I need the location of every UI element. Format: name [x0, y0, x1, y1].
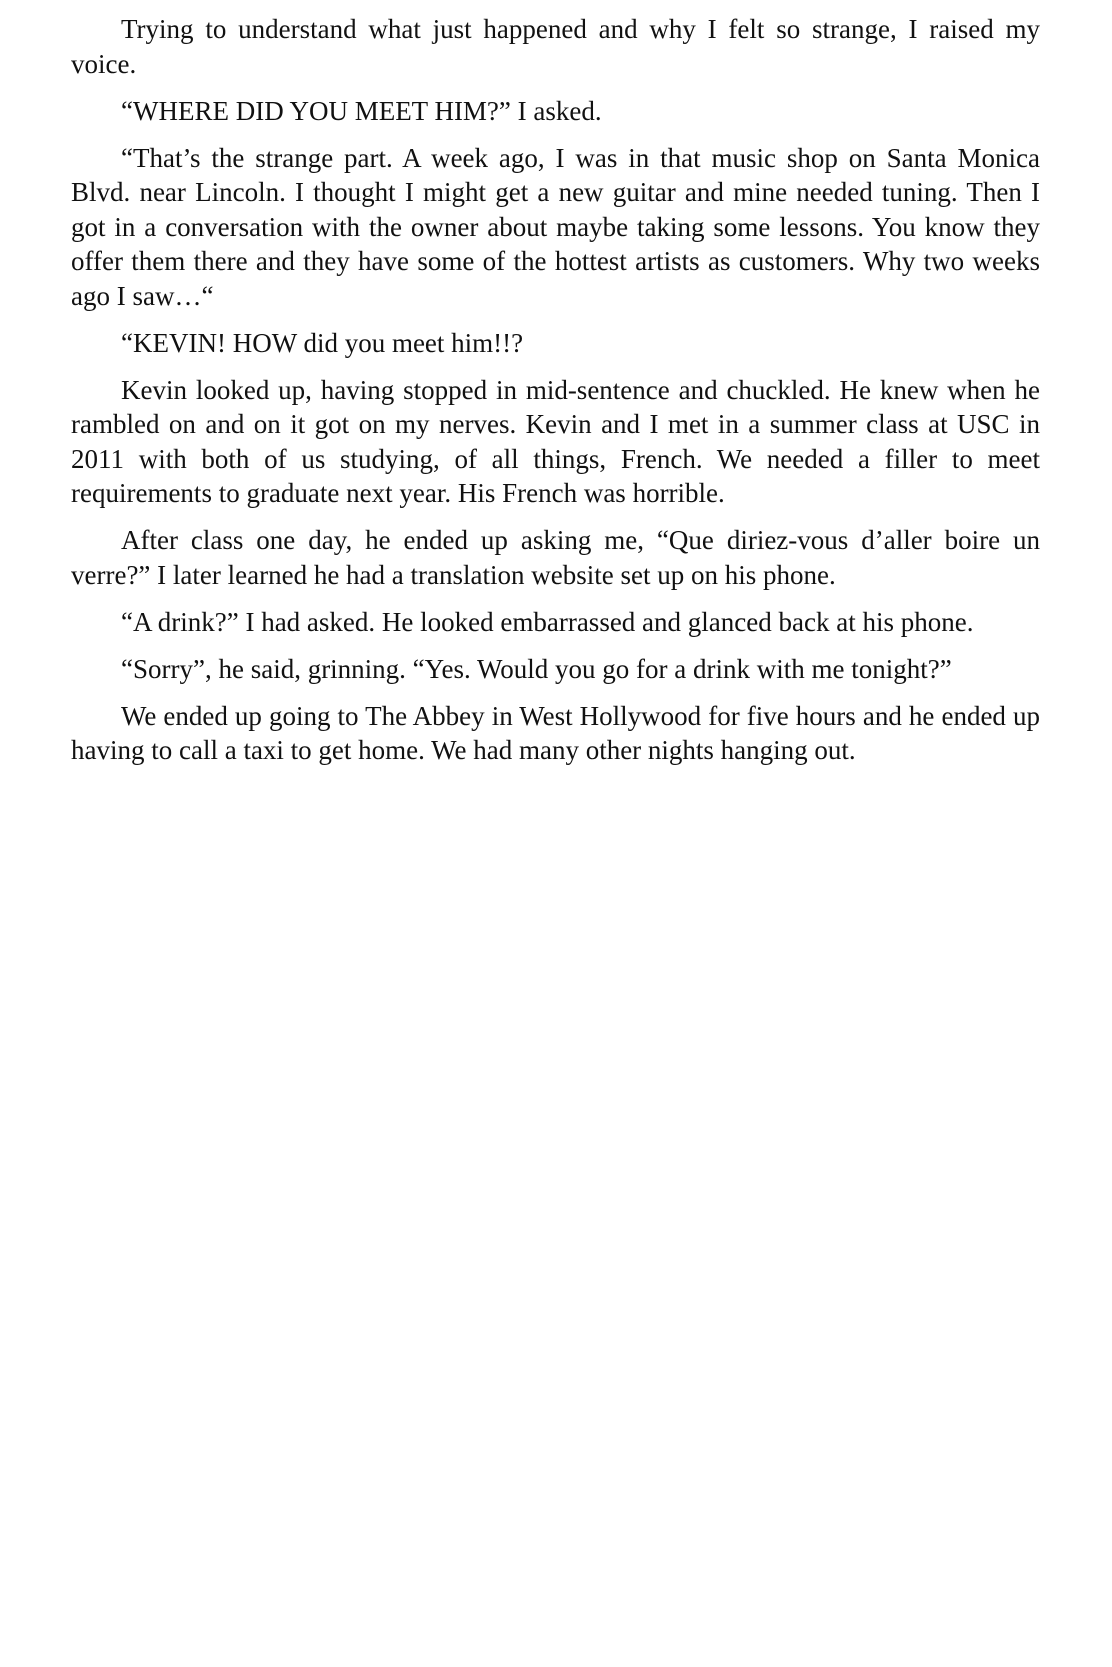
- paragraph: “Sorry”, he said, grinning. “Yes. Would you go for a drink with me tonight?”: [121, 653, 952, 684]
- paragraph: Trying to understand what just happened and why I felt so strange, I raised my voice.: [71, 14, 1040, 79]
- paragraph: “WHERE DID YOU MEET HIM?” I asked.: [121, 95, 602, 126]
- paragraph: After class one day, he ended up asking me, “Que diriez-vous d’aller boire un verre?” I later learned he had a translation website set up on his phone.: [71, 525, 1040, 590]
- paragraph: Kevin looked up, having stopped in mid-sentence and chuckled. He knew when he rambled on and on it got on my nerves. Kevin and I met in a summer class at USC in 2011 with both of us studying, of all things, French. We needed a filler to meet requirements to graduate next year. His French was horrible.: [71, 374, 1040, 508]
- paragraph: “KEVIN! HOW did you meet him!!?: [121, 327, 524, 358]
- paragraph: “That’s the strange part. A week ago, I was in that music shop on Santa Monica Blvd. near Lincoln. I thought I might get a new guitar and mine needed tuning. Then I got in a conversation with the owner about maybe taking some lessons. You know they offer them there and they have some of the hottest artists as customers. Why two weeks ago I saw…“: [71, 142, 1040, 311]
- paragraph: We ended up going to The Abbey in West Hollywood for five hours and he ended up having to call a taxi to get home. We had many other nights hanging out.: [71, 700, 1040, 765]
- document-page: [71, 12, 1040, 780]
- paragraph: “A drink?” I had asked. He looked embarrassed and glanced back at his phone.: [121, 606, 974, 637]
